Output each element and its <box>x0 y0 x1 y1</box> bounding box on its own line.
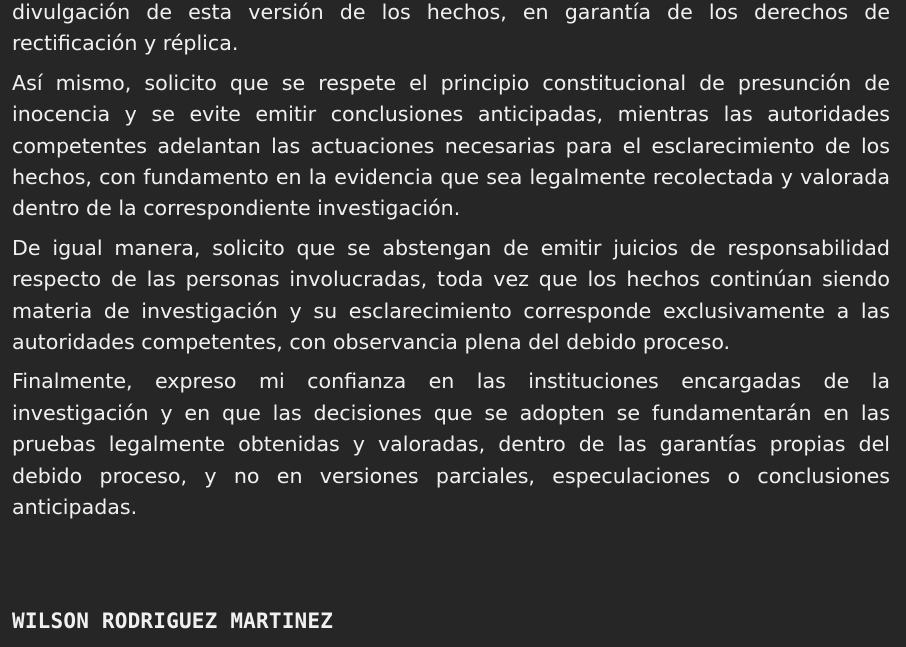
paragraph-juicios-responsabilidad: De igual manera, solicito que se abstengan de emitir juicios de responsabilidad respecto de las personas involucradas, toda vez que los hechos continúan siendo materia de investigación y su esclarecimiento corresponde exclusivamente a las autoridades competentes, con observancia plena del debido proceso. <box>12 235 890 355</box>
signature-name: WILSON RODRIGUEZ MARTINEZ <box>12 609 334 633</box>
paragraph-confianza-instituciones: Finalmente, expreso mi confianza en las instituciones encargadas de la investigación y en que las decisiones que se adopten se fundamentarán en las pruebas legalmente obtenidas y valoradas, dentro de las garantías propias del debido proceso, y no en versiones parciales, especulaciones o conclusiones anticipadas. <box>12 369 890 520</box>
paragraph-divulgacion: divulgación de esta versión de los hechos, en garantía de los derechos de rectificación y réplica. <box>12 0 890 56</box>
paragraph-presuncion-inocencia: Así mismo, solicito que se respete el principio constitucional de presunción de inocencia y se evite emitir conclusiones anticipadas, mientras las autoridades competentes adelantan las actuaciones necesarias para el esclarecimiento de los hechos, con fundamento en la evidencia que sea legalmente recolectada y valorada dentro de la correspondiente investigación. <box>12 70 890 221</box>
document-body <box>12 0 890 532</box>
